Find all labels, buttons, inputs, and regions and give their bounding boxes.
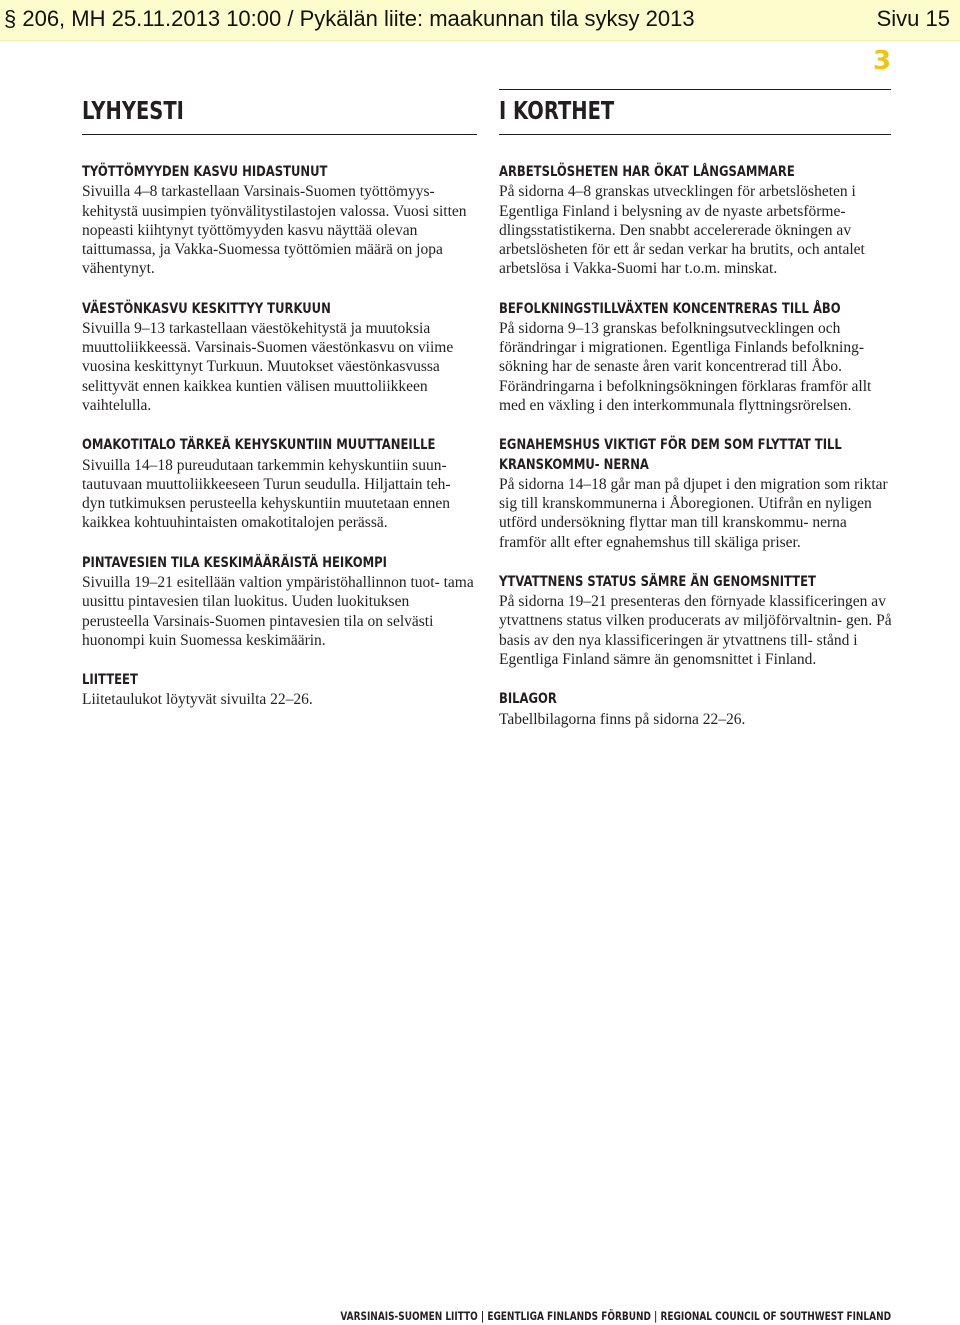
section-heading: BILAGOR bbox=[499, 691, 557, 708]
document-viewer-bar bbox=[0, 0, 960, 41]
section-heading: TYÖTTÖMYYDEN KASVU HIDASTUNUT bbox=[82, 164, 328, 180]
section-heading: VÄESTÖNKASVU KESKITTYY TURKUUN bbox=[82, 300, 331, 317]
section-heading: LIITTEET bbox=[82, 672, 138, 689]
section-population-fi bbox=[82, 300, 477, 416]
section-body: På sidorna 14–18 går man på djupet i den migration som riktar sig till kranskommunerna i Åboregionen. Utifrån en nyligen utförd undersökning flyttar man till kranskommu- nerna framför allt efter egnahemshus till skäliga priser. bbox=[499, 475, 888, 551]
left-title-rule bbox=[82, 134, 477, 135]
section-unemployment-fi bbox=[82, 163, 477, 279]
section-body: Sivuilla 9–13 tarkastellaan väestökehitystä ja muutoksia muuttoliikkeessä. Varsinais-Suomen väestönkasvu on viime vuosina keskittynyt Turkuun. Muutokset väestönkasvussa selittyvät ennen kaikkea kuntien välisen muuttoliikkeen vaihtelulla. bbox=[82, 319, 454, 415]
section-body: Sivuilla 4–8 tarkastellaan Varsinais-Suomen työttömyys- kehitystä uusimpien työnvälitystilastojen valossa. Vuosi sitten nopeasti kiihtynyt työttömyyden kasvu näyttää olevan taittumassa, ja Vakka-Suomessa työttömien määrä on jopa vähentynyt. bbox=[82, 183, 467, 278]
section-body: På sidorna 19–21 presenteras den förnyade klassificeringen av ytvattnens status vilken producerats av miljöförvaltnin- gen. På basis av den nya klassificeringen är ytvattnens till- stånd i Egentliga Finland sämre än genomsnittet i Finland. bbox=[499, 593, 892, 669]
section-heading: OMAKOTITALO TÄRKEÄ KEHYSKUNTIIN MUUTTANEILLE bbox=[82, 437, 436, 454]
section-population-sv bbox=[499, 300, 894, 416]
section-surface-water-sv bbox=[499, 573, 894, 669]
page-indicator: Sivu 15 bbox=[876, 6, 950, 31]
section-body: På sidorna 9–13 granskas befolkningsutvecklingen och förändringar i migrationen. Egentliga Finlands befolkning- sökning har de senaste åren varit koncentrerad till Åbo. Förändringarna i befolkningsökningen förklaras framför allt med en växling i den interkommunala flyttningsrörelsen. bbox=[499, 319, 872, 415]
section-body: Liitetaulukot löytyvät sivuilta 22–26. bbox=[82, 691, 313, 709]
section-heading: PINTAVESIEN TILA KESKIMÄÄRÄISTÄ HEIKOMPI bbox=[82, 554, 387, 571]
section-housing-sv bbox=[499, 436, 894, 552]
section-appendices-fi bbox=[82, 671, 477, 710]
section-body: Tabellbilagorna finns på sidorna 22–26. bbox=[499, 710, 746, 728]
section-body: På sidorna 4–8 granskas utvecklingen för arbetslösheten i Egentliga Finland i belysning av de nyaste arbetsförme- dlingsstatistikerna. Den snabbt accelererade ökningen av arbetslösheten för ett år sedan verkar ha brutits, och antalet arbetslösa i Vakka-Suomi har t.o.m. minskat. bbox=[499, 183, 865, 278]
section-housing-fi bbox=[82, 436, 477, 532]
right-column-title: I KORTHET bbox=[499, 96, 615, 125]
section-body: Sivuilla 14–18 pureudutaan tarkemmin kehyskuntiin suun- tautuvaan muuttoliikkeeseen Turun seudulla. Hiljattain teh- dyn tutkimuksen perusteella kehyskuntiin muutetaan ennen kaikkea kohtuuhintaisten omakotitalojen perässä. bbox=[82, 456, 451, 532]
page-number: 3 bbox=[873, 46, 891, 76]
left-column bbox=[82, 163, 477, 731]
section-heading: BEFOLKNINGSTILLVÄXTEN KONCENTRERAS TILL ÅBO bbox=[499, 300, 841, 317]
left-column-title: LYHYESTI bbox=[82, 96, 184, 125]
section-heading: EGNAHEMSHUS VIKTIGT FÖR DEM SOM FLYTTAT TILL KRANSKOMMU- NERNA bbox=[499, 437, 842, 473]
right-column bbox=[499, 163, 894, 750]
section-heading: ARBETSLÖSHETEN HAR ÖKAT LÅNGSAMMARE bbox=[499, 164, 795, 180]
document-reference: § 206, MH 25.11.2013 10:00 / Pykälän liite: maakunnan tila syksy 2013 bbox=[4, 6, 695, 31]
section-unemployment-sv bbox=[499, 163, 894, 279]
top-right-rule bbox=[499, 89, 891, 90]
page-footer: VARSINAIS-SUOMEN LIITTO | EGENTLIGA FINLANDS FÖRBUND | REGIONAL COUNCIL OF SOUTHWEST FINLAND bbox=[340, 1309, 891, 1323]
section-surface-water-fi bbox=[82, 554, 477, 650]
section-body: Sivuilla 19–21 esitellään valtion ympäristöhallinnon tuot- tama uusittu pintavesien tilan luokitus. Uuden luokituksen perusteella Varsinais-Suomen pintavesien tila on selvästi huonompi kuin Suomessa keskimäärin. bbox=[82, 573, 474, 649]
right-title-rule bbox=[499, 134, 891, 135]
section-appendices-sv bbox=[499, 690, 894, 729]
section-heading: YTVATTNENS STATUS SÄMRE ÄN GENOMSNITTET bbox=[499, 573, 816, 590]
